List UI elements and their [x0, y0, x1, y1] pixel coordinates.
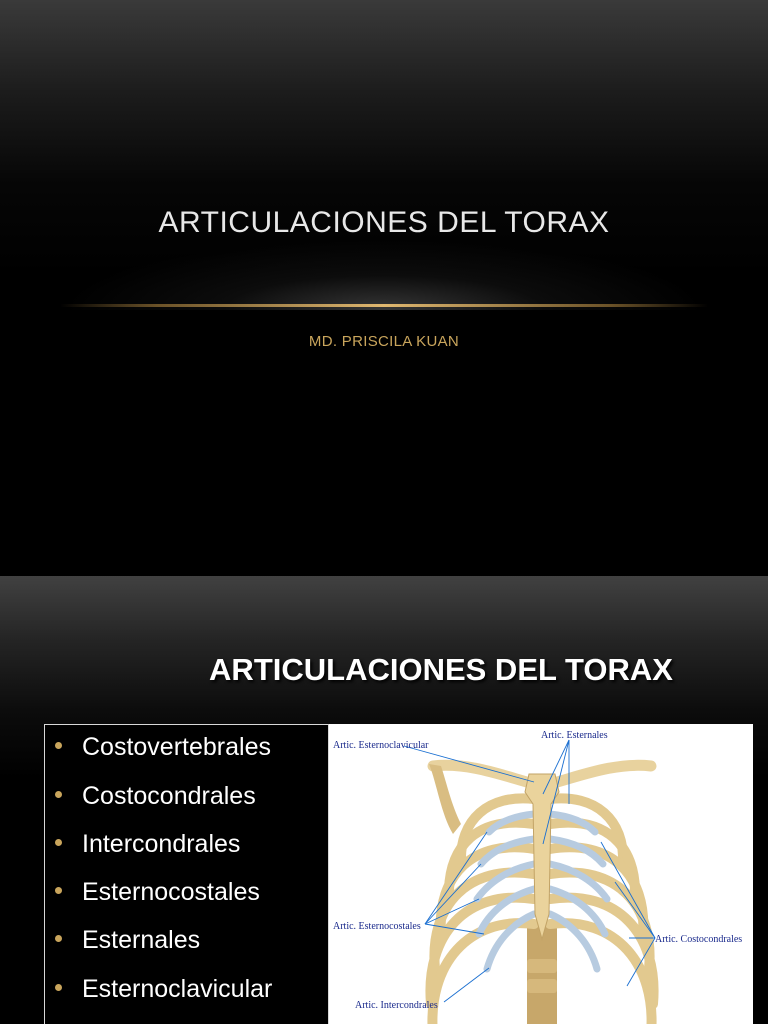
bullet-icon — [55, 887, 62, 894]
title-glow — [60, 240, 708, 310]
rib-cage-illustration — [329, 724, 753, 1024]
bullet-icon — [55, 791, 62, 798]
slide-2 — [0, 576, 768, 1024]
label-costocondrales: Artic. Costocondrales — [655, 934, 743, 945]
list-item-text: Costocondrales — [82, 782, 256, 810]
bullet-icon — [55, 742, 62, 749]
slide-1-title: ARTICULACIONES DEL TORAX — [158, 206, 610, 239]
thorax-anatomy-figure — [329, 724, 753, 1024]
bullet-icon — [55, 839, 62, 846]
bullet-icon — [55, 984, 62, 991]
slide-2-title: ARTICULACIONES DEL TORAX — [209, 652, 673, 687]
joint-types-list — [44, 724, 329, 1024]
label-intercondrales: Artic. Intercondrales — [355, 1000, 438, 1011]
left-shoulder — [429, 764, 461, 834]
gold-divider-line — [60, 304, 708, 307]
list-item-text: Esternocostales — [82, 878, 260, 906]
bullet-icon — [55, 935, 62, 942]
vertebra — [527, 979, 557, 993]
label-esternoclavicular: Artic. Esternoclavicular — [333, 740, 429, 751]
list-item-text: Esternoclavicular — [82, 975, 273, 1003]
list-item-text: Costovertebrales — [82, 733, 271, 761]
vertebra — [527, 959, 557, 973]
label-esternales: Artic. Esternales — [541, 730, 608, 741]
list-item-text: Intercondrales — [82, 830, 241, 858]
slide-1-subtitle: MD. PRISCILA KUAN — [308, 333, 460, 350]
list-item-text: Esternales — [82, 926, 201, 954]
right-clavicle — [550, 765, 651, 784]
label-esternocostales: Artic. Esternocostales — [333, 921, 421, 932]
